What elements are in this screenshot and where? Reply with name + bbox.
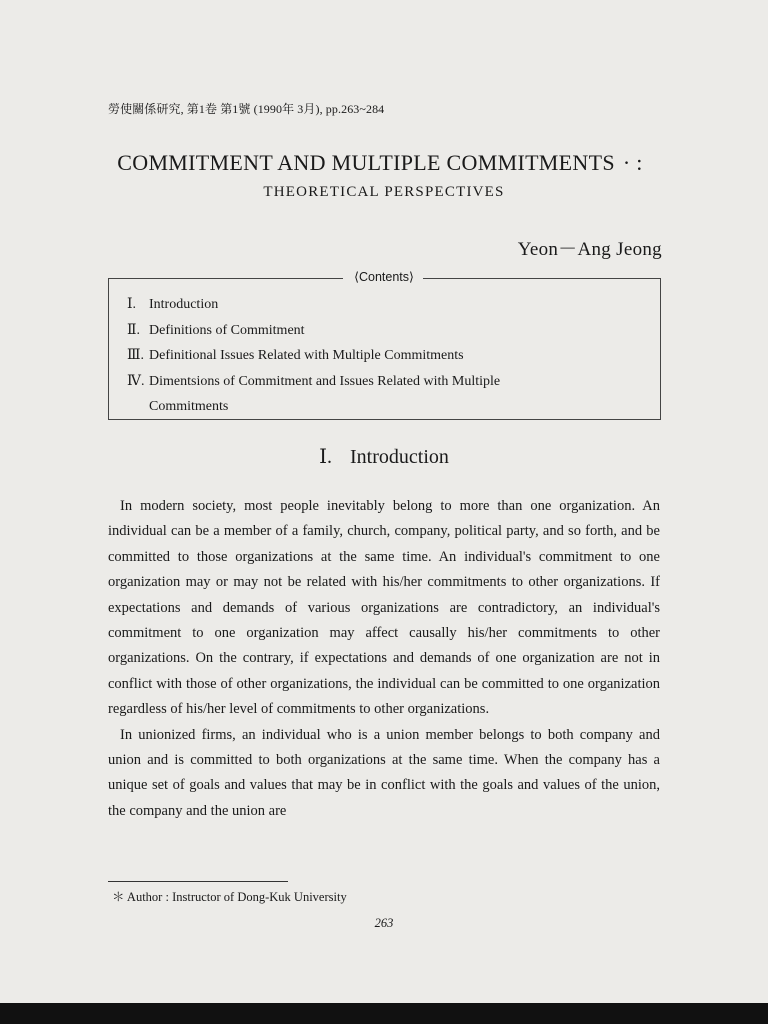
- toc-item-continuation: Commitments: [149, 399, 229, 414]
- scan-edge-band: [0, 1003, 768, 1024]
- body-text: [108, 494, 660, 824]
- contents-label: ⟨Contents⟩: [345, 269, 423, 284]
- toc-item: [127, 318, 500, 344]
- contents-box: [108, 270, 661, 420]
- footnote-rule: [108, 881, 288, 882]
- article-title-mark: · :: [622, 150, 643, 175]
- toc-item: [127, 369, 500, 395]
- article-title: [0, 150, 768, 176]
- toc-item-text: Dimentsions of Commitment and Issues Related with Multiple: [149, 373, 501, 389]
- toc-item: [127, 343, 500, 369]
- toc-item-text: Introduction: [149, 297, 219, 312]
- article-subtitle: THEORETICAL PERSPECTIVES: [263, 184, 505, 200]
- toc-item-number: Ⅱ.: [127, 322, 141, 338]
- contents-rule-left: [109, 278, 343, 279]
- section-heading: [0, 444, 768, 469]
- toc-list: [127, 292, 500, 420]
- footnote: ＊ Author : Instructor of Dong-Kuk University: [112, 890, 347, 904]
- article-title-text: COMMITMENT AND MULTIPLE COMMITMENTS: [117, 150, 615, 175]
- author-name: Yeon－Ang Jeong: [517, 239, 662, 260]
- toc-item: [127, 292, 500, 318]
- section-number: Ⅰ.: [319, 446, 333, 468]
- body-paragraph-1: In modern society, most people inevitably belong to more than one organization. An individual can be a member of a family, church, company, political party, and so forth, and be committed to those organizations at the same time. An individual's commitment to one organization may or may not be related with his/her commitments to other organizations. If expectations and demands of various organizations are contradictory, an individual's commitment to one organization may affect causally his/her commitments to other organizations. On the contrary, if expectations and demands of one organization are not in conflict with those of other organizations, the individual can be committed to one organization regardless of his/her level of commitments to other organizations.: [108, 498, 660, 718]
- page-number: 263: [374, 916, 394, 930]
- toc-item-text: Definitional Issues Related with Multiple Commitments: [149, 348, 464, 363]
- journal-header: 勞使關係研究, 第1卷 第1號 (1990年 3月), pp.263~284: [108, 102, 385, 116]
- toc-item-number: Ⅰ.: [127, 297, 137, 312]
- contents-rule-right: [422, 278, 660, 279]
- toc-item-number: Ⅳ.: [127, 373, 145, 389]
- toc-item-number: Ⅲ.: [127, 348, 145, 363]
- section-title: Introduction: [350, 446, 449, 468]
- body-paragraph-2: In unionized firms, an individual who is a union member belongs to both company and union and is committed to both organizations at the same time. When the company has a unique set of goals and values that may be in conflict with the goals and values of the union, the company and the union are: [108, 726, 660, 819]
- toc-item-text: Definitions of Commitment: [149, 322, 305, 338]
